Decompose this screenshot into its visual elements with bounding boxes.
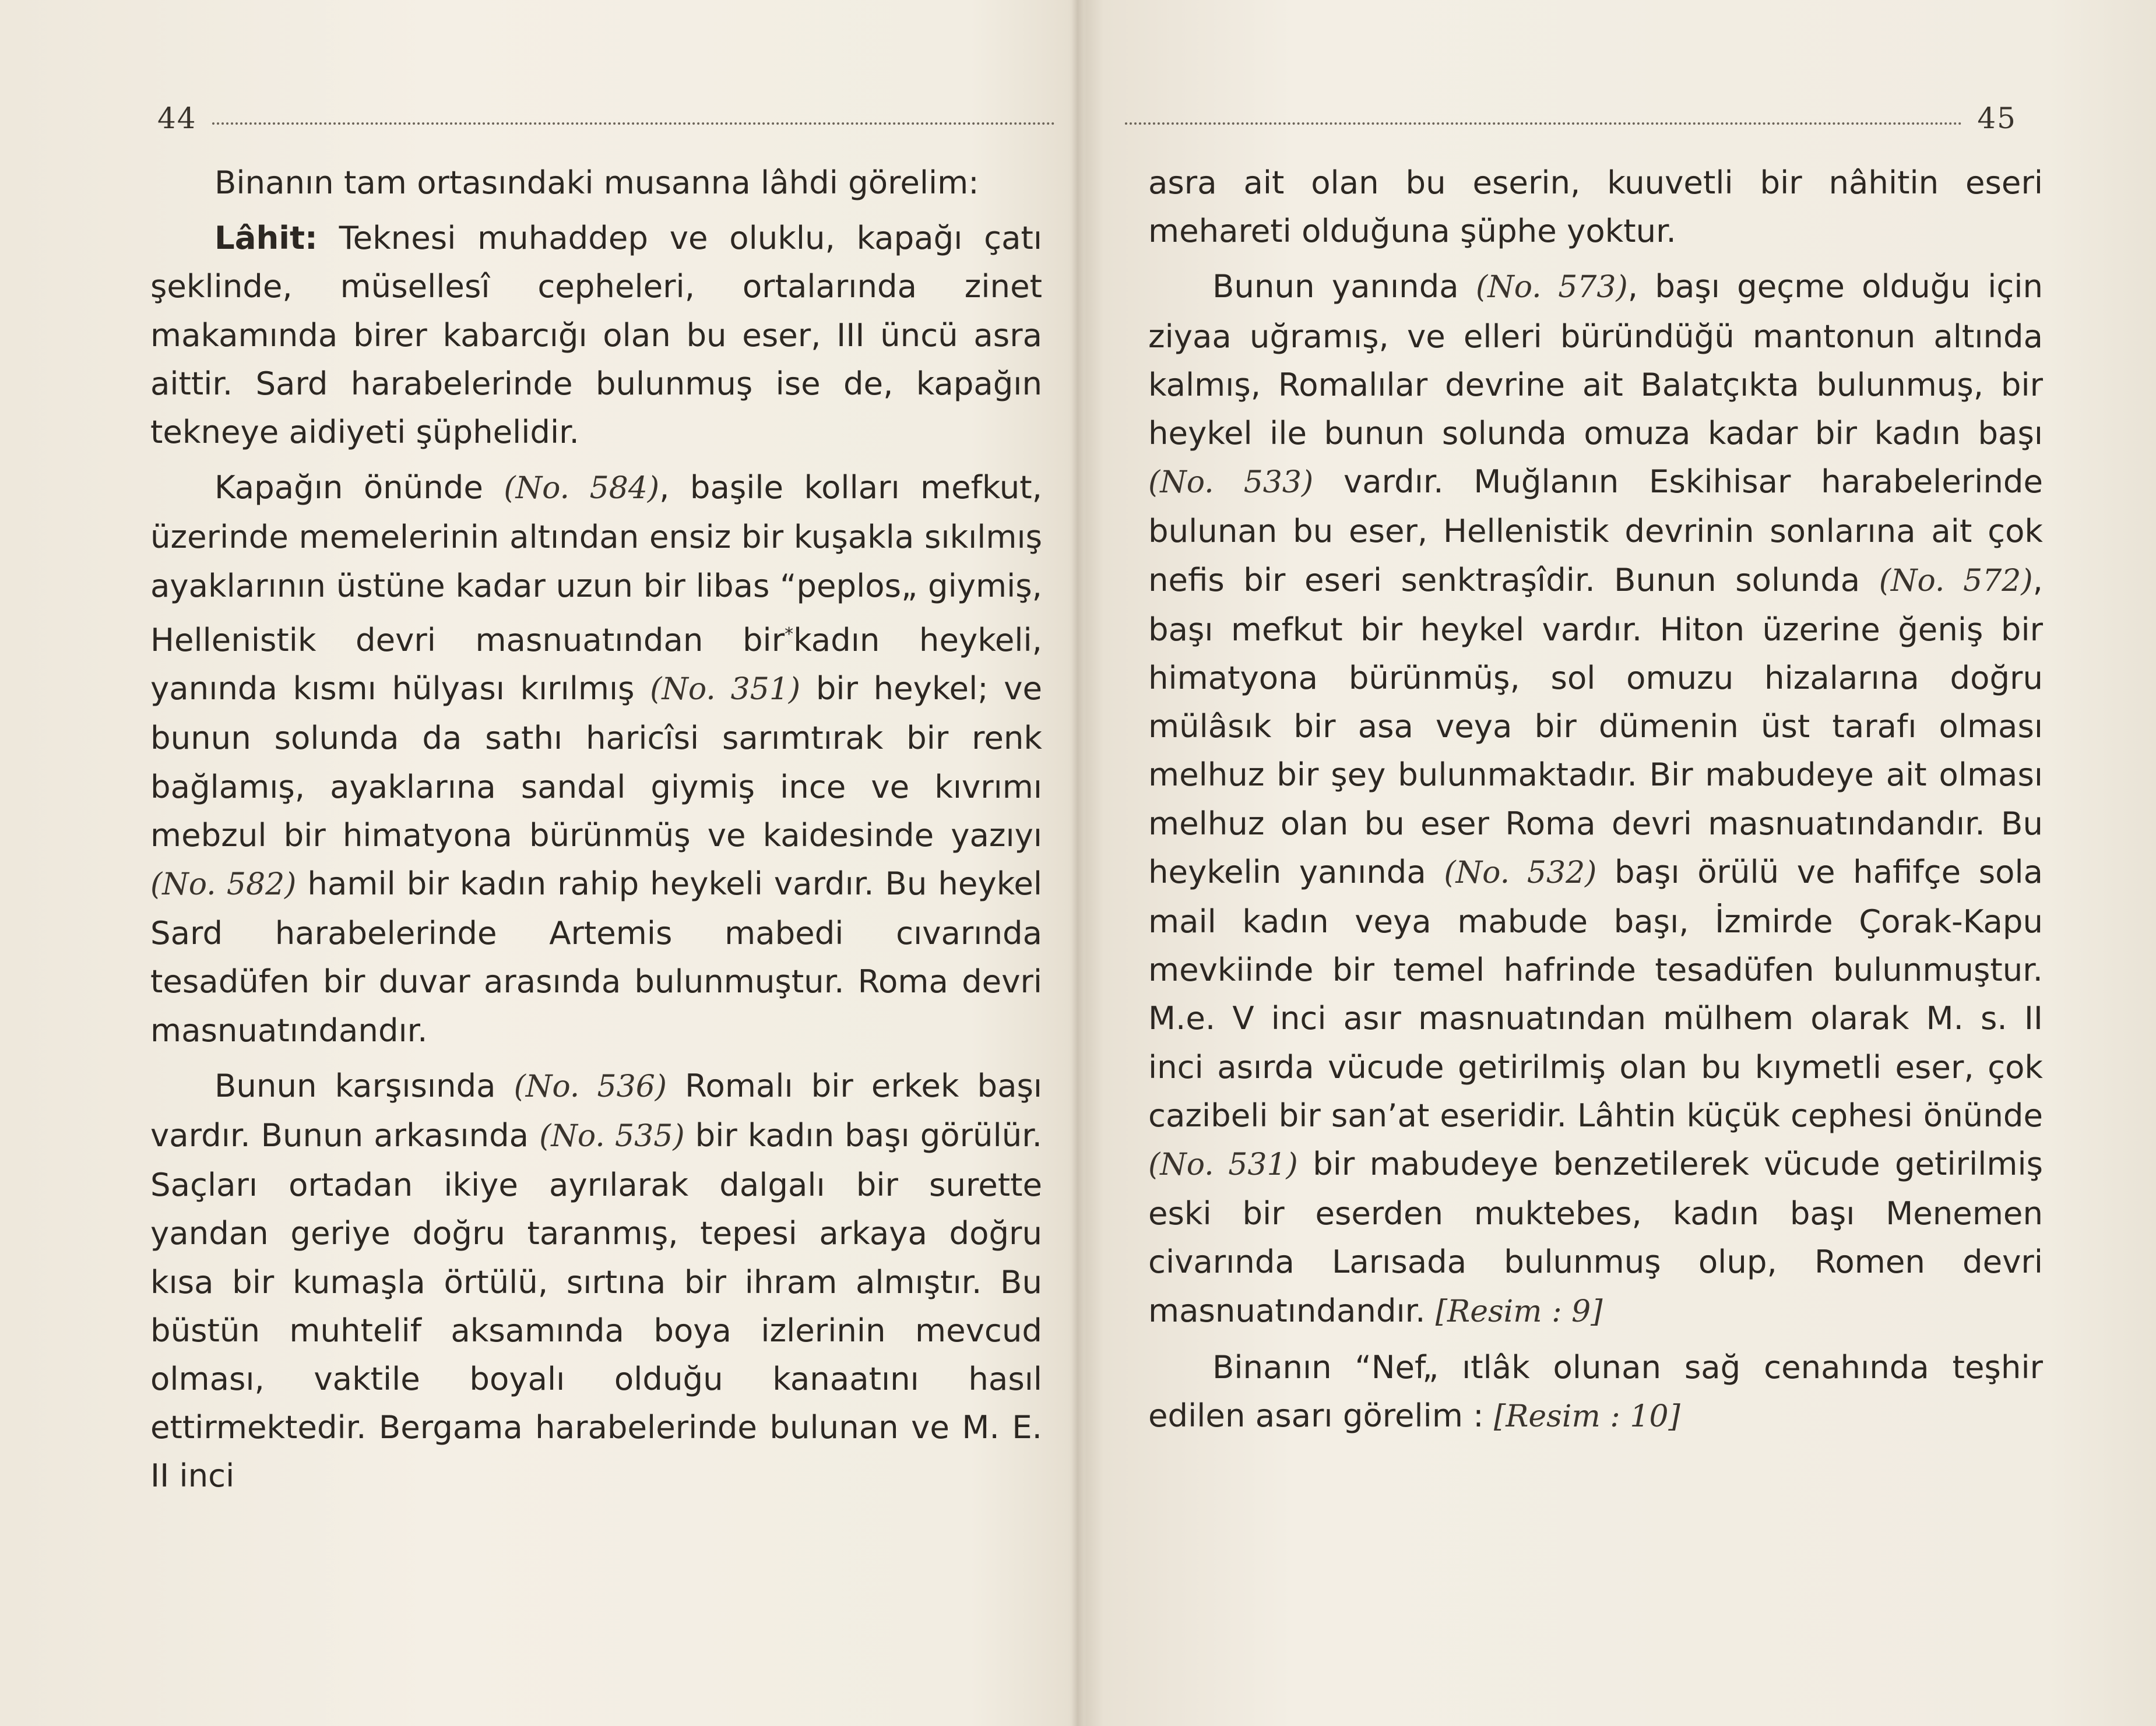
- left-header-rule: [212, 122, 1055, 125]
- right-p2-text-2: , başı geçme olduğu için ziyaa uğramış, ve elleri büründüğü mantonun altında kalmış, Romalılar devrine ait Balatçıkta bulunmuş, bir heykel ile bunun solunda omuza kadar bir kadın başı: [1148, 267, 2044, 452]
- left-p3-ref-582: (No. 582): [150, 867, 297, 902]
- right-p2-text-5: başı örülü ve hafifçe sola mail kadın veya mabude başı, İzmirde Çorak-Kapu mevkiinde bir temel hafrinde tesadüfen bulunmuştur. M.e. V inci asır masnuatından mülhem olarak M. s. II inci asırda vücude getirilmiş olan bu kıymetli eser, çok cazibeli bir san’at eseridir. Lâhtin küçük cephesi önünde: [1148, 853, 2043, 1134]
- right-paragraph-1: [1148, 158, 2043, 255]
- right-p2-ref-resim-9: [Resim : 9]: [1435, 1294, 1603, 1329]
- left-p4-text-3: bir kadın başı görülür. Saçları ortadan ikiye ayrılarak dalgalı bir surette yandan geriye doğru taranmış, tepesi arkaya doğru kısa bir kumaşla örtülü, sırtına bir ihram almıştır. Bu büstün muhtelif aksamında boya izlerinin mevcud olması, vaktile boyalı olduğu kanaatını hasıl ettirmektedir. Bergama harabelerinde bulunan ve M. E. II inci: [150, 1116, 1043, 1495]
- left-paragraph-1: [150, 158, 1042, 207]
- left-p3-mark: *: [785, 624, 794, 644]
- right-p3-text-1: Binanın “Nef„ ıtlâk olunan sağ cenahında teşhir edilen asarı görelim :: [1148, 1348, 2043, 1435]
- right-p2-ref-533: (No. 533): [1148, 465, 1314, 501]
- right-p2-ref-572: (No. 572): [1879, 563, 2033, 598]
- right-page: [1084, 0, 2156, 1726]
- left-p4-ref-536: (No. 536): [513, 1069, 667, 1104]
- right-p2-ref-573: (No. 573): [1476, 270, 1628, 305]
- left-p3-text-5: hamil bir kadın rahip heykeli vardır. Bu heykel Sard harabelerinde Artemis mabedi cıvarında tesadüfen bir duvar arasında bulunmuştur. Roma devri masnuatındandır.: [150, 865, 1042, 1049]
- right-page-number: 45: [1977, 101, 2017, 135]
- right-header-rule: [1125, 122, 1962, 125]
- left-page: [0, 0, 1072, 1726]
- right-page-body: [1148, 158, 2043, 1441]
- left-p3-ref-584: (No. 584): [504, 471, 660, 506]
- left-page-number: 44: [157, 101, 197, 135]
- book-gutter: [1071, 0, 1084, 1726]
- left-paragraph-3: [150, 463, 1042, 1055]
- right-p1-text: asra ait olan bu eserin, kuuvetli bir nâhitin eseri mehareti olduğuna şüphe yoktur.: [1148, 164, 2043, 250]
- left-p3-text-4: bir heykel; ve bunun solunda da sathı haricîsi sarımtırak bir renk bağlamış, ayaklarına sandal giymiş ince ve kıvrımı mebzul bir himatyona bürünmüş ve kaidesinde yazıyı: [150, 670, 1042, 854]
- left-p2-lead: Lâhit:: [214, 219, 318, 257]
- right-p2-text-6: bir mabudeye benzetilerek vücude getirilmiş eski bir eserden muktebes, kadın başı Menemen civarında Larısada bulunmuş olup, Romen devri masnuatındandır.: [1148, 1145, 2043, 1329]
- left-page-body: [150, 158, 1042, 1500]
- right-p2-text-4: , başı mefkut bir heykel vardır. Hiton üzerine ğeniş bir himatyona bürünmüş, sol omuzu hizalarına doğru mülâsık bir asa veya bir dümenin üst tarafı olması melhuz bir şey bulunmaktadır. Bir mabudeye ait olması melhuz olan bu eser Roma devri masnuatındandır. Bu heykelin yanında: [1148, 561, 2043, 890]
- left-paragraph-2: [150, 214, 1042, 456]
- left-page-header: [157, 98, 1055, 139]
- right-p2-text-3: vardır. Muğlanın Eskihisar harabelerinde bulunan bu eser, Hellenistik devrinin sonlarına ait çok nefis bir eseri senktraşîdir. Bunun solunda: [1148, 463, 2043, 598]
- left-p3-ref-351: (No. 351): [650, 672, 801, 707]
- left-p3-text-3: kadın heykeli, yanında kısmı hülyası kırılmış: [150, 621, 1043, 707]
- right-p2-text-1: Bunun yanında: [1212, 267, 1476, 305]
- left-p3-text-2: , başile kolları mefkut, üzerinde memelerinin altından ensiz bir kuşakla sıkılmış ayaklarının üstüne kadar uzun bir libas “peplos„ giymiş, Hellenistik devri masnuatından bir: [150, 469, 1042, 658]
- right-paragraph-2: [1148, 262, 2043, 1336]
- right-p2-ref-531: (No. 531): [1148, 1147, 1298, 1183]
- left-p4-text-1: Bunun karşısında: [214, 1066, 514, 1104]
- right-paragraph-3: [1148, 1343, 2043, 1441]
- left-p4-text-2: Romalı bir erkek başı vardır. Bunun arkasında: [150, 1066, 1043, 1154]
- left-paragraph-4: [150, 1062, 1042, 1500]
- right-p3-ref-resim-10: [Resim : 10]: [1493, 1399, 1680, 1435]
- left-p1-text: Binanın tam ortasındaki musanna lâhdi görelim:: [214, 164, 979, 201]
- left-p2-text: Teknesi muhaddep ve oluklu, kapağı çatı şeklinde, müsellesî cepheleri, ortalarında zinet makamında birer kabarcığı olan bu eser, III üncü asra aittir. Sard harabelerinde bulunmuş ise de, kapağın tekneye aidiyeti şüphelidir.: [150, 219, 1042, 451]
- right-p2-ref-532: (No. 532): [1444, 855, 1597, 890]
- left-p3-text-1: Kapağın önünde: [214, 469, 504, 506]
- left-p4-ref-535: (No. 535): [539, 1119, 685, 1154]
- right-page-header: [1125, 98, 2017, 139]
